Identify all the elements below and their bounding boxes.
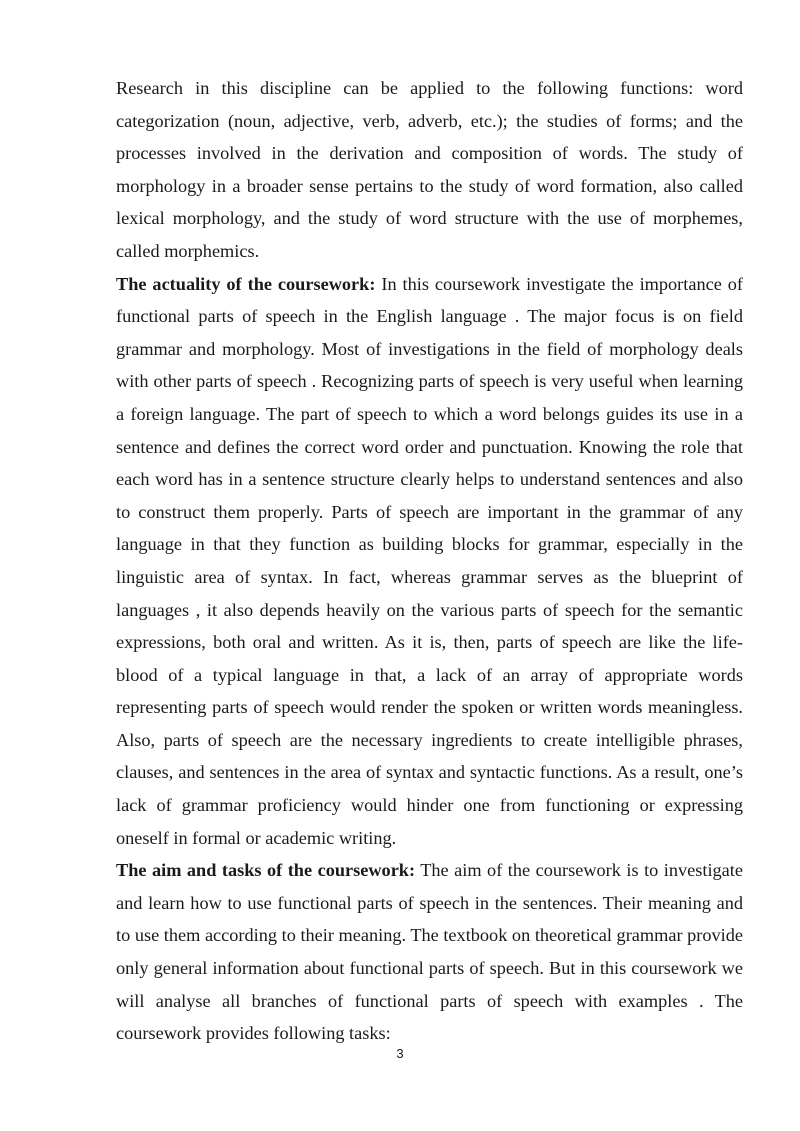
paragraph-text: Research in this discipline can be applied to the following functions: word categorization (noun, adjective, verb, adverb, etc.); the studies of forms; and the processes involved in the derivation and composition of words. The study of morphology in a broader sense pertains to the study of word formation, also called lexical morphology, and the study of word structure with the use of morphemes, called morphemics.: [116, 78, 743, 261]
paragraph-morphology-research: [116, 72, 743, 268]
page-number: 3: [396, 1046, 404, 1061]
paragraph-heading-aim-and-tasks: The aim and tasks of the coursework:: [116, 860, 416, 881]
page-body: [116, 72, 743, 1050]
paragraph-actuality: [116, 268, 743, 855]
paragraph-text: The aim of the coursework is to investigate and learn how to use functional parts of speech in the sentences. Their meaning and to use them according to their meaning. The textbook on theoretical grammar provide only general information about functional parts of speech. But in this coursework we will analyse all branches of functional parts of speech with examples . The coursework provides following tasks:: [116, 860, 743, 1044]
paragraph-aim-and-tasks: [116, 854, 743, 1050]
paragraph-text: In this coursework investigate the importance of functional parts of speech in the English language . The major focus is on field grammar and morphology. Most of investigations in the field of morphology deals with other parts of speech . Recognizing parts of speech is very useful when learning a foreign language. The part of speech to which a word belongs guides its use in a sentence and defines the correct word order and punctuation. Knowing the role that each word has in a sentence structure clearly helps to understand sentences and also to construct them properly. Parts of speech are important in the grammar of any language in that they function as building blocks for grammar, especially in the linguistic area of syntax. In fact, whereas grammar serves as the blueprint of languages , it also depends heavily on the various parts of speech for the semantic expressions, both oral and written. As it is, then, parts of speech are like the life-blood of a typical language in that, a lack of an array of appropriate words representing parts of speech would render the spoken or written words meaningless. Also, parts of speech are the necessary ingredients to create intelligible phrases, clauses, and sentences in the area of syntax and syntactic functions. As a result, one’s lack of grammar proficiency would hinder one from functioning or expressing oneself in formal or academic writing.: [116, 273, 743, 848]
paragraph-heading-actuality: The actuality of the coursework:: [116, 273, 376, 294]
